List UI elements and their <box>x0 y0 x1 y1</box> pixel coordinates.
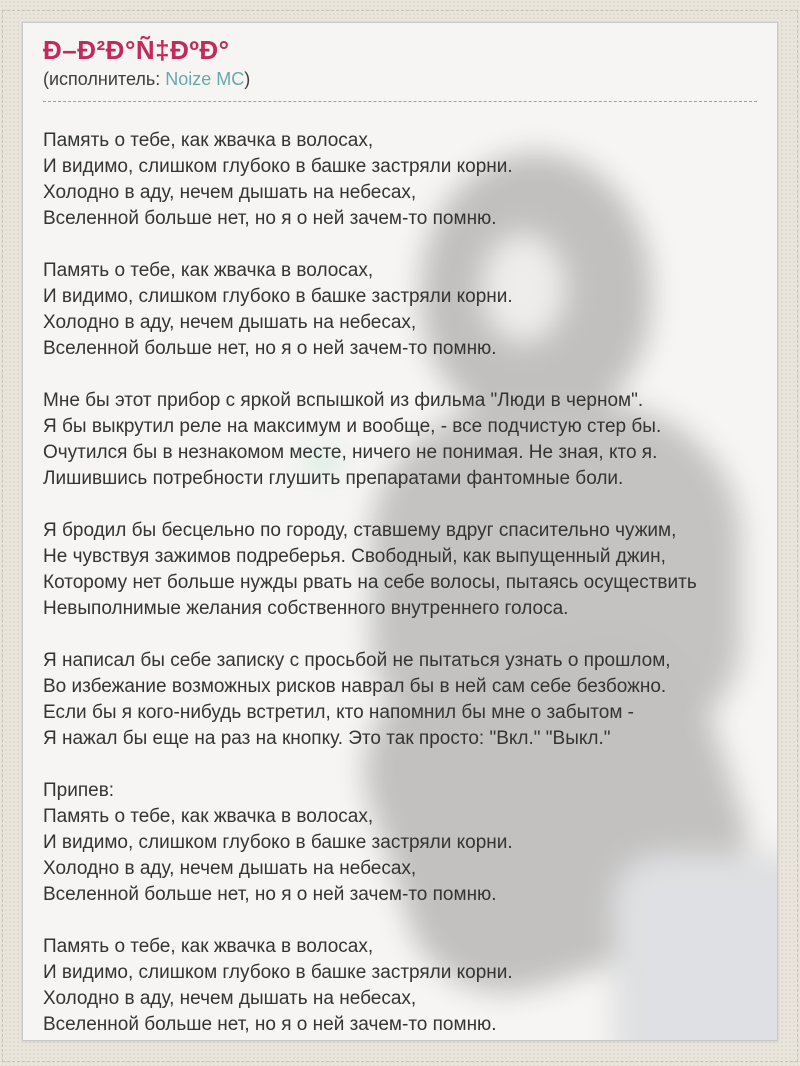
lyric-line: Вселенной больше нет, но я о ней зачем-то помню. <box>43 884 497 905</box>
artist-link[interactable]: Noize MC <box>165 69 245 89</box>
lyric-line: И видимо, слишком глубоко в башке застряли корни. <box>43 286 513 307</box>
lyric-line: Лишившись потребности глушить препаратами фантомные боли. <box>43 468 624 489</box>
lyric-line: И видимо, слишком глубоко в башке застряли корни. <box>43 156 513 177</box>
song-title: Ð–Ð²Ð°Ñ‡ÐºÐ° <box>43 35 230 65</box>
lyrics-text <box>43 128 757 1038</box>
card-content <box>23 23 777 1038</box>
artist-suffix: ) <box>244 69 251 89</box>
lyric-line: Я написал бы себе записку с просьбой не пытаться узнать о прошлом, <box>43 650 671 671</box>
lyric-line: Вселенной больше нет, но я о ней зачем-то помню. <box>43 208 497 229</box>
lyric-line: Холодно в аду, нечем дышать на небесах, <box>43 858 417 879</box>
lyric-line: Память о тебе, как жвачка в волосах, <box>43 260 374 281</box>
lyric-line: Вселенной больше нет, но я о ней зачем-то помню. <box>43 1014 497 1035</box>
lyric-line: Холодно в аду, нечем дышать на небесах, <box>43 988 417 1009</box>
lyric-line: Невыполнимые желания собственного внутреннего голоса. <box>43 598 569 619</box>
lyric-line: Во избежание возможных рисков наврал бы в ней сам себе безбожно. <box>43 676 667 697</box>
lyric-line: И видимо, слишком глубоко в башке застряли корни. <box>43 832 513 853</box>
lyric-line: И видимо, слишком глубоко в башке застряли корни. <box>43 962 513 983</box>
lyric-line: Очутился бы в незнакомом месте, ничего не понимая. Не зная, кто я. <box>43 442 658 463</box>
lyric-line: Я бы выкрутил реле на максимум и вообще, - все подчистую стер бы. <box>43 416 662 437</box>
lyric-line: Мне бы этот прибор с яркой вспышкой из фильма "Люди в черном". <box>43 390 644 411</box>
lyric-line: Память о тебе, как жвачка в волосах, <box>43 936 374 957</box>
song-header <box>43 35 757 102</box>
lyrics-card <box>22 22 778 1041</box>
artist-prefix: (исполнитель: <box>43 69 166 89</box>
lyric-line: Не чувствуя зажимов подреберья. Свободный, как выпущенный джин, <box>43 546 666 567</box>
lyric-line: Я нажал бы еще на раз на кнопку. Это так просто: "Вкл." "Выкл." <box>43 728 611 749</box>
lyric-line: Которому нет больше нужды рвать на себе волосы, пытаясь осуществить <box>43 572 697 593</box>
lyric-line: Память о тебе, как жвачка в волосах, <box>43 130 374 151</box>
lyric-line: Я бродил бы бесцельно по городу, ставшему вдруг спасительно чужим, <box>43 520 677 541</box>
lyric-line: Если бы я кого-нибудь встретил, кто напомнил бы мне о забытом - <box>43 702 634 723</box>
lyric-line: Вселенной больше нет, но я о ней зачем-то помню. <box>43 338 497 359</box>
artist-line <box>43 67 757 91</box>
lyric-line: Холодно в аду, нечем дышать на небесах, <box>43 182 417 203</box>
lyric-line: Холодно в аду, нечем дышать на небесах, <box>43 312 417 333</box>
chorus-label: Припев: <box>43 780 115 801</box>
lyric-line: Память о тебе, как жвачка в волосах, <box>43 806 374 827</box>
